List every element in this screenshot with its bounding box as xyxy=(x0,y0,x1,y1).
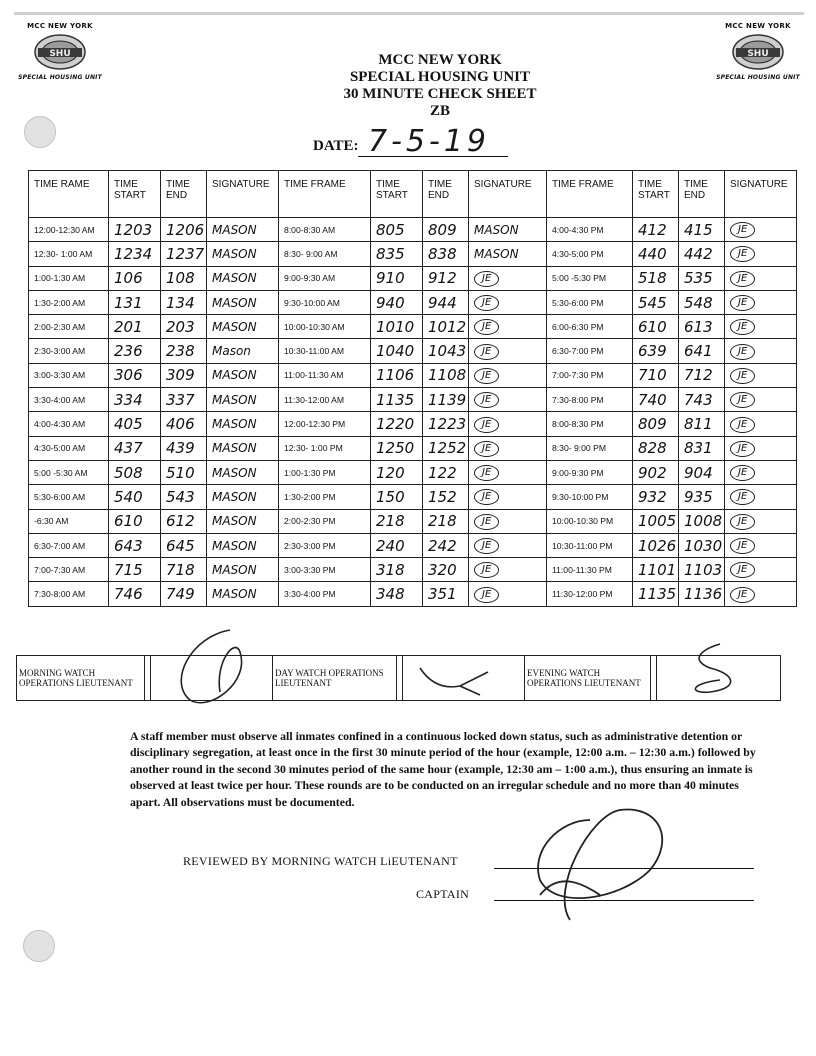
time-frame-cell: 11:00-11:30 PM xyxy=(547,558,633,582)
log-body xyxy=(29,218,797,607)
time-start-cell: 1040 xyxy=(371,339,423,363)
time-start-cell: 805 xyxy=(371,218,423,242)
time-frame-cell: 5:00 -5:30 AM xyxy=(29,460,109,484)
svg-text:SHU: SHU xyxy=(49,49,71,59)
log-row xyxy=(29,460,797,484)
morning-watch-label: MORNING WATCH OPERATIONS LIEUTENANT xyxy=(17,656,145,701)
log-row xyxy=(29,388,797,412)
time-start-cell: 218 xyxy=(371,509,423,533)
time-start-cell: 120 xyxy=(371,460,423,484)
time-end-cell: 718 xyxy=(161,558,207,582)
log-row xyxy=(29,412,797,436)
time-start-cell: 710 xyxy=(633,363,679,387)
time-start-cell: 1010 xyxy=(371,315,423,339)
time-frame-cell: 4:30-5:00 AM xyxy=(29,436,109,460)
time-start-cell: 610 xyxy=(109,509,161,533)
time-start-cell: 715 xyxy=(109,558,161,582)
time-end-cell: 1012 xyxy=(423,315,469,339)
initials-circle: JE xyxy=(474,271,499,287)
time-start-cell: 746 xyxy=(109,582,161,606)
signature-cell xyxy=(725,339,797,363)
log-row xyxy=(29,339,797,363)
time-start-cell: 1005 xyxy=(633,509,679,533)
logo-top-text: MCC NEW YORK xyxy=(27,22,93,30)
reviewer-signature-scrawl xyxy=(500,800,700,930)
signature-cell xyxy=(725,242,797,266)
signature-cell xyxy=(725,460,797,484)
log-row xyxy=(29,266,797,290)
time-end-cell: 743 xyxy=(679,388,725,412)
time-start-cell: 440 xyxy=(633,242,679,266)
time-frame-cell: 4:00-4:30 AM xyxy=(29,412,109,436)
time-frame-cell: 11:30-12:00 PM xyxy=(547,582,633,606)
signature-cell xyxy=(725,412,797,436)
signature-cell xyxy=(725,388,797,412)
initials-circle: JE xyxy=(474,465,499,481)
initials-circle: JE xyxy=(474,392,499,408)
signature-cell: MASON xyxy=(469,218,547,242)
time-end-cell: 309 xyxy=(161,363,207,387)
time-end-cell: 1223 xyxy=(423,412,469,436)
logo-bottom-text: SPECIAL HOUSING UNIT xyxy=(18,74,102,81)
col-header: TIME START xyxy=(633,171,679,218)
time-start-cell: 902 xyxy=(633,460,679,484)
time-frame-cell: -6:30 AM xyxy=(29,509,109,533)
signature-cell xyxy=(725,290,797,314)
time-end-cell: 218 xyxy=(423,509,469,533)
col-header: TIME END xyxy=(161,171,207,218)
time-end-cell: 337 xyxy=(161,388,207,412)
time-start-cell: 437 xyxy=(109,436,161,460)
signature-cell: MASON xyxy=(207,436,279,460)
watch-lieutenant-table xyxy=(16,655,781,701)
time-frame-cell: 10:00-10:30 AM xyxy=(279,315,371,339)
col-header: SIGNATURE xyxy=(469,171,547,218)
time-start-cell: 236 xyxy=(109,339,161,363)
col-header: TIME END xyxy=(679,171,725,218)
time-frame-cell: 3:00-3:30 PM xyxy=(279,558,371,582)
log-row xyxy=(29,242,797,266)
time-start-cell: 643 xyxy=(109,533,161,557)
header-row xyxy=(29,171,797,218)
signature-cell xyxy=(725,582,797,606)
signature-cell xyxy=(725,558,797,582)
time-end-cell: 320 xyxy=(423,558,469,582)
time-frame-cell: 1:00-1:30 PM xyxy=(279,460,371,484)
evening-signature-scrawl xyxy=(680,640,770,700)
time-end-cell: 1206 xyxy=(161,218,207,242)
initials-circle: JE xyxy=(730,295,755,311)
time-end-cell: 811 xyxy=(679,412,725,436)
logo-left xyxy=(12,22,108,81)
time-start-cell: 910 xyxy=(371,266,423,290)
time-frame-cell: 9:30-10:00 AM xyxy=(279,290,371,314)
time-end-cell: 134 xyxy=(161,290,207,314)
signature-cell xyxy=(725,436,797,460)
time-frame-cell: 10:30-11:00 AM xyxy=(279,339,371,363)
time-end-cell: 415 xyxy=(679,218,725,242)
initials-circle: JE xyxy=(730,441,755,457)
col-header: SIGNATURE xyxy=(725,171,797,218)
initials-circle: JE xyxy=(730,246,755,262)
time-start-cell: 1135 xyxy=(633,582,679,606)
time-end-cell: 838 xyxy=(423,242,469,266)
time-end-cell: 1139 xyxy=(423,388,469,412)
log-row xyxy=(29,436,797,460)
signature-cell xyxy=(469,363,547,387)
initials-circle: JE xyxy=(730,271,755,287)
initials-circle: JE xyxy=(730,489,755,505)
time-frame-cell: 6:30-7:00 AM xyxy=(29,533,109,557)
signature-cell xyxy=(469,509,547,533)
initials-circle: JE xyxy=(730,368,755,384)
initials-circle: JE xyxy=(474,319,499,335)
col-header: TIME END xyxy=(423,171,469,218)
review-lt-label: REVIEWED BY MORNING WATCH LiEUTENANT xyxy=(183,854,458,868)
col-header: TIME START xyxy=(109,171,161,218)
initials-circle: JE xyxy=(730,222,755,238)
time-end-cell: 122 xyxy=(423,460,469,484)
signature-cell xyxy=(469,412,547,436)
time-start-cell: 318 xyxy=(371,558,423,582)
time-start-cell: 932 xyxy=(633,485,679,509)
time-end-cell: 1237 xyxy=(161,242,207,266)
title-line-3: 30 MINUTE CHECK SHEET xyxy=(343,86,537,102)
time-frame-cell: 6:00-6:30 PM xyxy=(547,315,633,339)
initials-circle: JE xyxy=(474,368,499,384)
log-row xyxy=(29,315,797,339)
initials-circle: JE xyxy=(474,514,499,530)
time-end-cell: 203 xyxy=(161,315,207,339)
signature-cell xyxy=(469,266,547,290)
svg-text:SHU: SHU xyxy=(747,49,769,59)
time-end-cell: 1103 xyxy=(679,558,725,582)
time-start-cell: 639 xyxy=(633,339,679,363)
signature-cell xyxy=(469,339,547,363)
time-frame-cell: 8:30- 9:00 AM xyxy=(279,242,371,266)
signature-cell xyxy=(725,485,797,509)
time-frame-cell: 3:00-3:30 AM xyxy=(29,363,109,387)
time-start-cell: 106 xyxy=(109,266,161,290)
log-row xyxy=(29,582,797,606)
signature-cell: MASON xyxy=(207,363,279,387)
punch-hole xyxy=(23,930,55,962)
time-end-cell: 242 xyxy=(423,533,469,557)
initials-circle: JE xyxy=(474,295,499,311)
initials-circle: JE xyxy=(474,441,499,457)
time-start-cell: 540 xyxy=(109,485,161,509)
signature-cell: MASON xyxy=(469,242,547,266)
time-start-cell: 412 xyxy=(633,218,679,242)
time-start-cell: 828 xyxy=(633,436,679,460)
time-start-cell: 940 xyxy=(371,290,423,314)
signature-cell: MASON xyxy=(207,509,279,533)
time-frame-cell: 12:00-12:30 PM xyxy=(279,412,371,436)
date-label: DATE: xyxy=(313,138,359,154)
time-frame-cell: 1:00-1:30 AM xyxy=(29,266,109,290)
time-end-cell: 912 xyxy=(423,266,469,290)
evening-watch-label: EVENING WATCH OPERATIONS LIEUTENANT xyxy=(525,656,651,701)
time-frame-cell: 7:00-7:30 AM xyxy=(29,558,109,582)
time-start-cell: 1106 xyxy=(371,363,423,387)
time-end-cell: 1108 xyxy=(423,363,469,387)
time-frame-cell: 5:00 -5:30 PM xyxy=(547,266,633,290)
time-start-cell: 1234 xyxy=(109,242,161,266)
time-frame-cell: 5:30-6:00 PM xyxy=(547,290,633,314)
signature-cell: MASON xyxy=(207,290,279,314)
time-frame-cell: 7:00-7:30 PM xyxy=(547,363,633,387)
signature-cell: MASON xyxy=(207,558,279,582)
time-frame-cell: 7:30-8:00 AM xyxy=(29,582,109,606)
time-start-cell: 809 xyxy=(633,412,679,436)
signature-cell xyxy=(469,315,547,339)
initials-circle: JE xyxy=(474,538,499,554)
log-row xyxy=(29,509,797,533)
title-line-4: ZB xyxy=(429,103,450,119)
col-header: TIME START xyxy=(371,171,423,218)
time-end-cell: 1252 xyxy=(423,436,469,460)
signature-cell: MASON xyxy=(207,460,279,484)
signature-cell xyxy=(469,460,547,484)
time-frame-cell: 9:00-9:30 PM xyxy=(547,460,633,484)
time-end-cell: 238 xyxy=(161,339,207,363)
initials-circle: JE xyxy=(474,562,499,578)
signature-cell xyxy=(725,218,797,242)
time-end-cell: 944 xyxy=(423,290,469,314)
signature-cell xyxy=(469,533,547,557)
time-end-cell: 749 xyxy=(161,582,207,606)
initials-circle: JE xyxy=(474,587,499,603)
time-frame-cell: 9:30-10:00 PM xyxy=(547,485,633,509)
initials-circle: JE xyxy=(730,319,755,335)
time-end-cell: 809 xyxy=(423,218,469,242)
time-start-cell: 545 xyxy=(633,290,679,314)
signature-cell xyxy=(469,558,547,582)
time-frame-cell: 4:00-4:30 PM xyxy=(547,218,633,242)
initials-circle: JE xyxy=(730,417,755,433)
top-border xyxy=(14,12,804,15)
time-start-cell: 1220 xyxy=(371,412,423,436)
signature-cell xyxy=(469,388,547,412)
time-end-cell: 1136 xyxy=(679,582,725,606)
initials-circle: JE xyxy=(474,417,499,433)
date-value: 7-5-19 xyxy=(368,124,490,159)
log-row xyxy=(29,485,797,509)
signature-cell: MASON xyxy=(207,533,279,557)
time-frame-cell: 8:00-8:30 PM xyxy=(547,412,633,436)
time-end-cell: 613 xyxy=(679,315,725,339)
log-row xyxy=(29,363,797,387)
time-start-cell: 348 xyxy=(371,582,423,606)
time-start-cell: 334 xyxy=(109,388,161,412)
initials-circle: JE xyxy=(730,514,755,530)
logo-bottom-text: SPECIAL HOUSING UNIT xyxy=(716,74,800,81)
time-end-cell: 442 xyxy=(679,242,725,266)
time-frame-cell: 7:30-8:00 PM xyxy=(547,388,633,412)
time-start-cell: 740 xyxy=(633,388,679,412)
time-start-cell: 1135 xyxy=(371,388,423,412)
time-frame-cell: 5:30-6:00 AM xyxy=(29,485,109,509)
signature-cell: MASON xyxy=(207,266,279,290)
signature-cell: MASON xyxy=(207,315,279,339)
sheet-title xyxy=(300,52,580,120)
time-frame-cell: 2:00-2:30 AM xyxy=(29,315,109,339)
time-end-cell: 641 xyxy=(679,339,725,363)
time-end-cell: 831 xyxy=(679,436,725,460)
time-end-cell: 935 xyxy=(679,485,725,509)
time-start-cell: 405 xyxy=(109,412,161,436)
time-frame-cell: 12:30- 1:00 AM xyxy=(29,242,109,266)
time-end-cell: 1043 xyxy=(423,339,469,363)
col-header: TIME FRAME xyxy=(279,171,371,218)
time-end-cell: 904 xyxy=(679,460,725,484)
time-frame-cell: 1:30-2:00 AM xyxy=(29,290,109,314)
signature-cell xyxy=(725,533,797,557)
log-row xyxy=(29,218,797,242)
initials-circle: JE xyxy=(474,489,499,505)
col-header: SIGNATURE xyxy=(207,171,279,218)
time-frame-cell: 9:00-9:30 AM xyxy=(279,266,371,290)
logo-top-text: MCC NEW YORK xyxy=(725,22,791,30)
log-row xyxy=(29,558,797,582)
time-start-cell: 835 xyxy=(371,242,423,266)
shu-badge-icon xyxy=(730,32,786,72)
time-frame-cell: 1:30-2:00 PM xyxy=(279,485,371,509)
signature-cell: Mason xyxy=(207,339,279,363)
title-line-2: SPECIAL HOUSING UNIT xyxy=(349,69,531,85)
time-frame-cell: 10:00-10:30 PM xyxy=(547,509,633,533)
time-start-cell: 150 xyxy=(371,485,423,509)
signature-cell: MASON xyxy=(207,582,279,606)
signature-cell xyxy=(469,290,547,314)
signature-cell xyxy=(725,266,797,290)
time-frame-cell: 10:30-11:00 PM xyxy=(547,533,633,557)
time-end-cell: 152 xyxy=(423,485,469,509)
signature-cell: MASON xyxy=(207,242,279,266)
time-start-cell: 1026 xyxy=(633,533,679,557)
signature-cell xyxy=(469,582,547,606)
initials-circle: JE xyxy=(730,344,755,360)
signature-cell xyxy=(725,509,797,533)
captain-label: CAPTAIN xyxy=(416,887,470,901)
time-frame-cell: 8:00-8:30 AM xyxy=(279,218,371,242)
log-row xyxy=(29,290,797,314)
log-row xyxy=(29,533,797,557)
initials-circle: JE xyxy=(730,562,755,578)
col-header: TIME FRAME xyxy=(547,171,633,218)
time-frame-cell: 8:30- 9:00 PM xyxy=(547,436,633,460)
signature-cell: MASON xyxy=(207,412,279,436)
time-frame-cell: 11:00-11:30 AM xyxy=(279,363,371,387)
signature-cell: MASON xyxy=(207,388,279,412)
time-frame-cell: 3:30-4:00 PM xyxy=(279,582,371,606)
initials-circle: JE xyxy=(474,344,499,360)
initials-circle: JE xyxy=(730,392,755,408)
initials-circle: JE xyxy=(730,465,755,481)
time-frame-cell: 3:30-4:00 AM xyxy=(29,388,109,412)
signature-cell xyxy=(725,363,797,387)
day-signature-scrawl xyxy=(410,660,510,700)
time-frame-cell: 2:00-2:30 PM xyxy=(279,509,371,533)
signature-cell xyxy=(469,436,547,460)
time-start-cell: 508 xyxy=(109,460,161,484)
time-start-cell: 306 xyxy=(109,363,161,387)
signature-cell: MASON xyxy=(207,485,279,509)
time-frame-cell: 11:30-12:00 AM xyxy=(279,388,371,412)
time-start-cell: 1250 xyxy=(371,436,423,460)
shu-badge-icon xyxy=(32,32,88,72)
initials-circle: JE xyxy=(730,538,755,554)
signature-cell xyxy=(725,315,797,339)
time-start-cell: 131 xyxy=(109,290,161,314)
time-frame-cell: 2:30-3:00 AM xyxy=(29,339,109,363)
punch-hole xyxy=(24,116,56,148)
time-end-cell: 712 xyxy=(679,363,725,387)
morning-signature-scrawl xyxy=(160,622,280,712)
signature-cell xyxy=(469,485,547,509)
time-frame-cell: 4:30-5:00 PM xyxy=(547,242,633,266)
time-start-cell: 610 xyxy=(633,315,679,339)
time-end-cell: 535 xyxy=(679,266,725,290)
day-watch-label: DAY WATCH OPERATIONS LIEUTENANT xyxy=(273,656,397,701)
time-start-cell: 518 xyxy=(633,266,679,290)
time-start-cell: 201 xyxy=(109,315,161,339)
time-end-cell: 543 xyxy=(161,485,207,509)
time-end-cell: 548 xyxy=(679,290,725,314)
time-end-cell: 406 xyxy=(161,412,207,436)
signature-cell: MASON xyxy=(207,218,279,242)
col-header: TIME RAME xyxy=(29,171,109,218)
time-frame-cell: 2:30-3:00 PM xyxy=(279,533,371,557)
time-end-cell: 1030 xyxy=(679,533,725,557)
initials-circle: JE xyxy=(730,587,755,603)
time-frame-cell: 12:30- 1:00 PM xyxy=(279,436,371,460)
time-end-cell: 1008 xyxy=(679,509,725,533)
time-end-cell: 439 xyxy=(161,436,207,460)
time-end-cell: 351 xyxy=(423,582,469,606)
logo-right xyxy=(710,22,806,81)
time-start-cell: 240 xyxy=(371,533,423,557)
check-log-table xyxy=(28,170,797,607)
time-start-cell: 1101 xyxy=(633,558,679,582)
time-end-cell: 108 xyxy=(161,266,207,290)
time-frame-cell: 12:00-12:30 AM xyxy=(29,218,109,242)
time-end-cell: 612 xyxy=(161,509,207,533)
policy-text: A staff member must observe all inmates confined in a continuous locked down status, such as administrative detention or disciplinary segregation, at least once in the first 30 minute period of the hour (example, 12:00 a.m. – 12:30 a.m.) followed by another round in the second 30 minutes period of the same hour (example, 12:30 am – 1:00 a.m.), thus ensuring an inmate is observed at least twice per hour. These rounds are to be conducted on an irregular schedule and no more than 40 minutes apart. All observations must be documented. xyxy=(130,729,756,809)
time-end-cell: 645 xyxy=(161,533,207,557)
title-line-1: MCC NEW YORK xyxy=(378,52,502,68)
time-frame-cell: 6:30-7:00 PM xyxy=(547,339,633,363)
time-end-cell: 510 xyxy=(161,460,207,484)
time-start-cell: 1203 xyxy=(109,218,161,242)
